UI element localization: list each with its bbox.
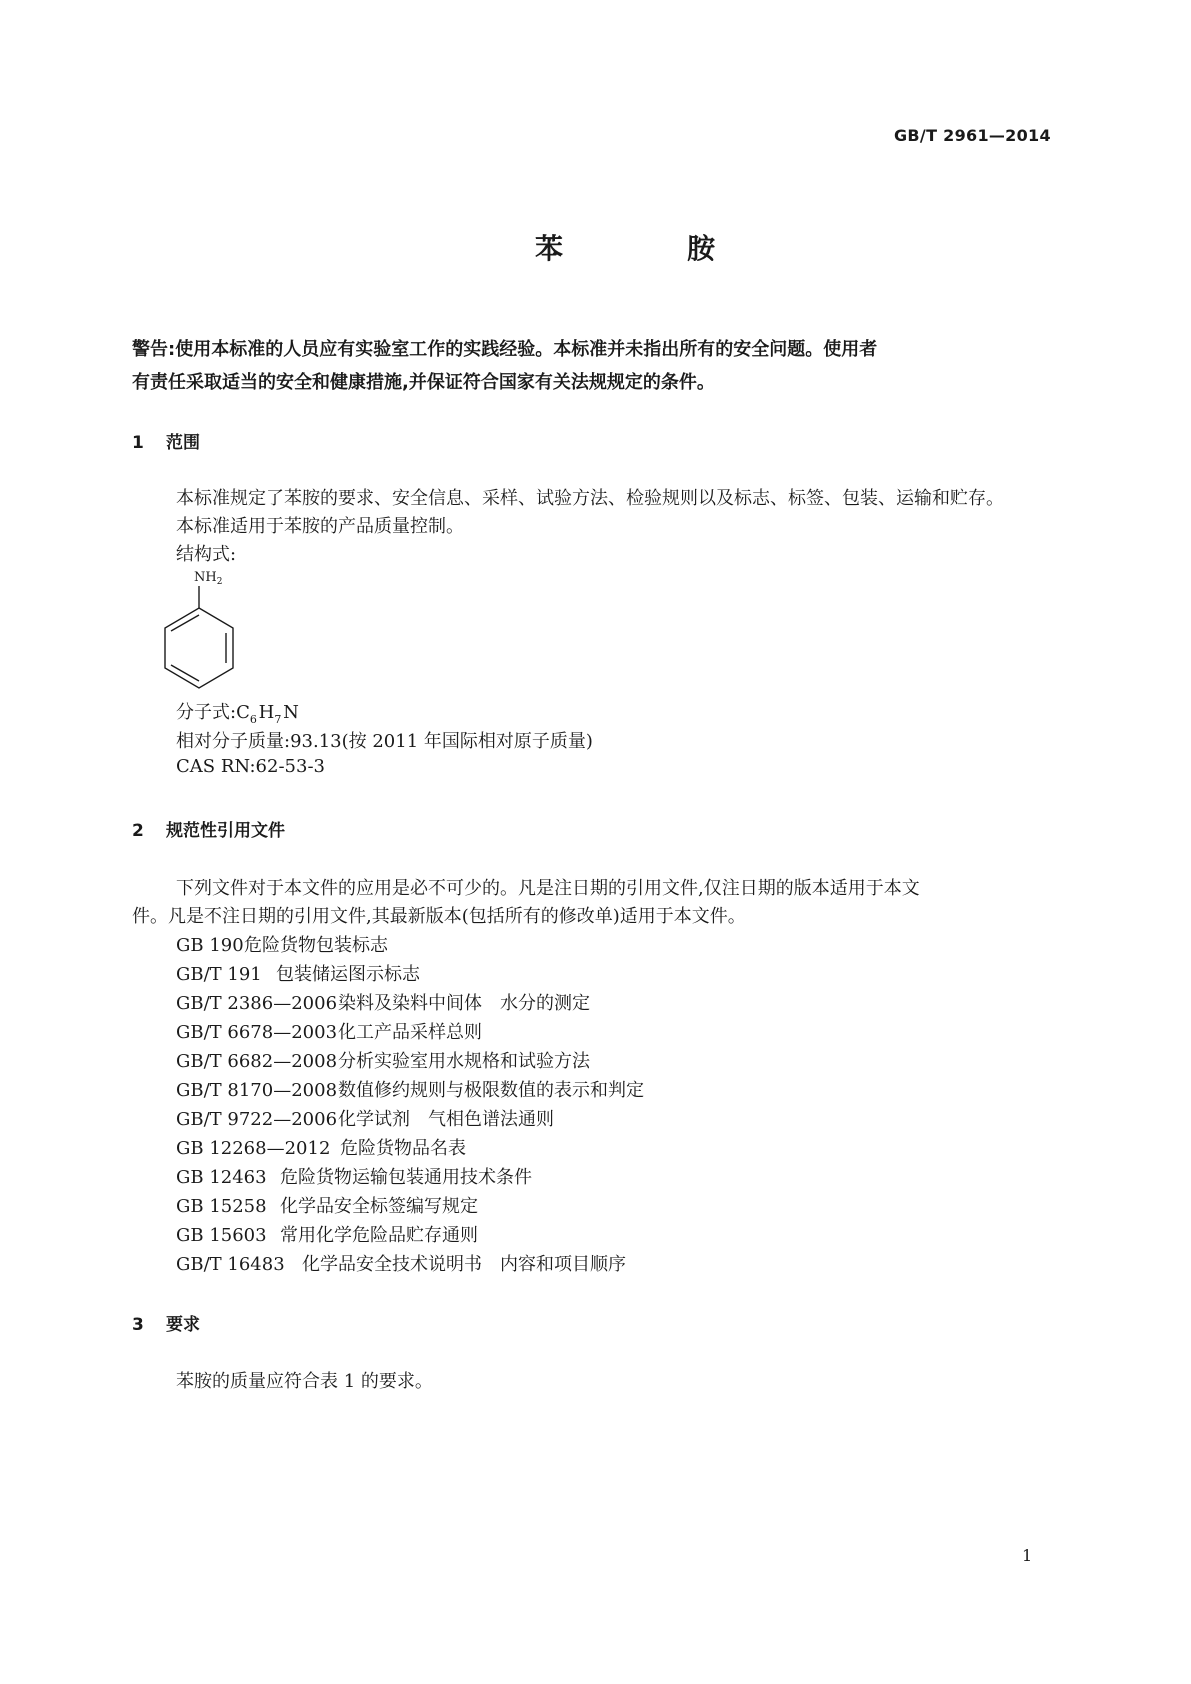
page-number: 1 (1022, 1546, 1033, 1565)
reference-code: GB/T 8170—2008 (176, 1080, 338, 1101)
section-1-para-2: 本标准适用于苯胺的产品质量控制。 (176, 516, 464, 537)
reference-title: 常用化学危险品贮存通则 (280, 1225, 478, 1246)
reference-item (176, 989, 590, 1015)
section-2-number: 2 (132, 821, 144, 841)
reference-title: 数值修约规则与极限数值的表示和判定 (338, 1080, 644, 1101)
section-1-heading (132, 428, 200, 453)
molecular-formula: 分子式$:C_6$ $H_7$ N (176, 702, 299, 726)
reference-item (176, 1047, 590, 1073)
reference-code: GB 15258 (176, 1196, 267, 1217)
reference-code: GB/T 16483 (176, 1254, 285, 1275)
reference-item (176, 931, 388, 957)
section-2-intro-line-2: 件。凡是不注日期的引用文件,其最新版本(包括所有的修改单)适用于本文件。 (132, 906, 746, 927)
reference-title: 化学品安全标签编写规定 (280, 1196, 478, 1217)
reference-code: GB 190 (176, 935, 244, 956)
reference-title: 化学品安全技术说明书 内容和项目顺序 (302, 1254, 626, 1275)
section-2-title: 规范性引用文件 (166, 821, 285, 841)
section-1-title: 范围 (166, 433, 200, 453)
reference-title: 化工产品采样总则 (338, 1022, 482, 1043)
cas-number: CAS RN:62-53-3 (176, 756, 325, 777)
page-title: 苯 胺 (535, 232, 764, 265)
structure-label: 结构式: (176, 544, 237, 565)
reference-item (176, 1018, 482, 1044)
section-3-number: 3 (132, 1315, 144, 1335)
standard-code: GB/T 2961—2014 (894, 126, 1051, 145)
benzene-ring-diagram (158, 584, 248, 704)
reference-title: 染料及染料中间体 水分的测定 (338, 993, 590, 1014)
molar-mass: 相对分子质量:93.13(按 2011 年国际相对原子质量) (176, 731, 593, 752)
ring-outline (165, 608, 233, 688)
reference-code: GB/T 6678—2003 (176, 1022, 338, 1043)
section-3-title: 要求 (166, 1315, 200, 1335)
reference-item (176, 1163, 532, 1189)
reference-title: 化学试剂 气相色谱法通则 (338, 1109, 554, 1130)
reference-title: 危险货物包装标志 (244, 935, 388, 956)
reference-item (176, 1076, 644, 1102)
reference-item (176, 1250, 626, 1276)
section-2-intro-line-1: 下列文件对于本文件的应用是必不可少的。凡是注日期的引用文件,仅注日期的版本适用于本文 (176, 878, 920, 899)
reference-code: GB/T 6682—2008 (176, 1051, 338, 1072)
reference-item (176, 1192, 478, 1218)
reference-code: GB 12268—2012 (176, 1138, 331, 1159)
reference-item (176, 1221, 478, 1247)
section-3-heading (132, 1310, 200, 1335)
reference-item (176, 1134, 466, 1160)
reference-title: 危险货物品名表 (340, 1138, 466, 1159)
reference-code: GB 15603 (176, 1225, 267, 1246)
reference-title: 危险货物运输包装通用技术条件 (280, 1167, 532, 1188)
section-2-heading (132, 816, 285, 841)
warning-line-2: 有责任采取适当的安全和健康措施,并保证符合国家有关法规规定的条件。 (132, 372, 715, 393)
section-1-para-1: 本标准规定了苯胺的要求、安全信息、采样、试验方法、检验规则以及标志、标签、包装、运输和贮存。 (176, 488, 1004, 509)
reference-code: GB/T 2386—2006 (176, 993, 338, 1014)
amine-group-label: $NH_2$ (194, 570, 223, 587)
inner-double-bond-2 (171, 665, 199, 681)
reference-code: GB/T 9722—2006 (176, 1109, 338, 1130)
reference-title: 包装储运图示标志 (276, 964, 420, 985)
reference-item (176, 1105, 554, 1131)
reference-code: GB 12463 (176, 1167, 267, 1188)
section-3-para-1: 苯胺的质量应符合表 1 的要求。 (176, 1371, 433, 1392)
warning-line-1: 警告:使用本标准的人员应有实验室工作的实践经验。本标准并未指出所有的安全问题。使用者 (132, 339, 878, 360)
section-1-number: 1 (132, 433, 144, 453)
reference-code: GB/T 191 (176, 964, 262, 985)
reference-title: 分析实验室用水规格和试验方法 (338, 1051, 590, 1072)
reference-item (176, 960, 420, 986)
inner-double-bond-3 (171, 615, 199, 631)
